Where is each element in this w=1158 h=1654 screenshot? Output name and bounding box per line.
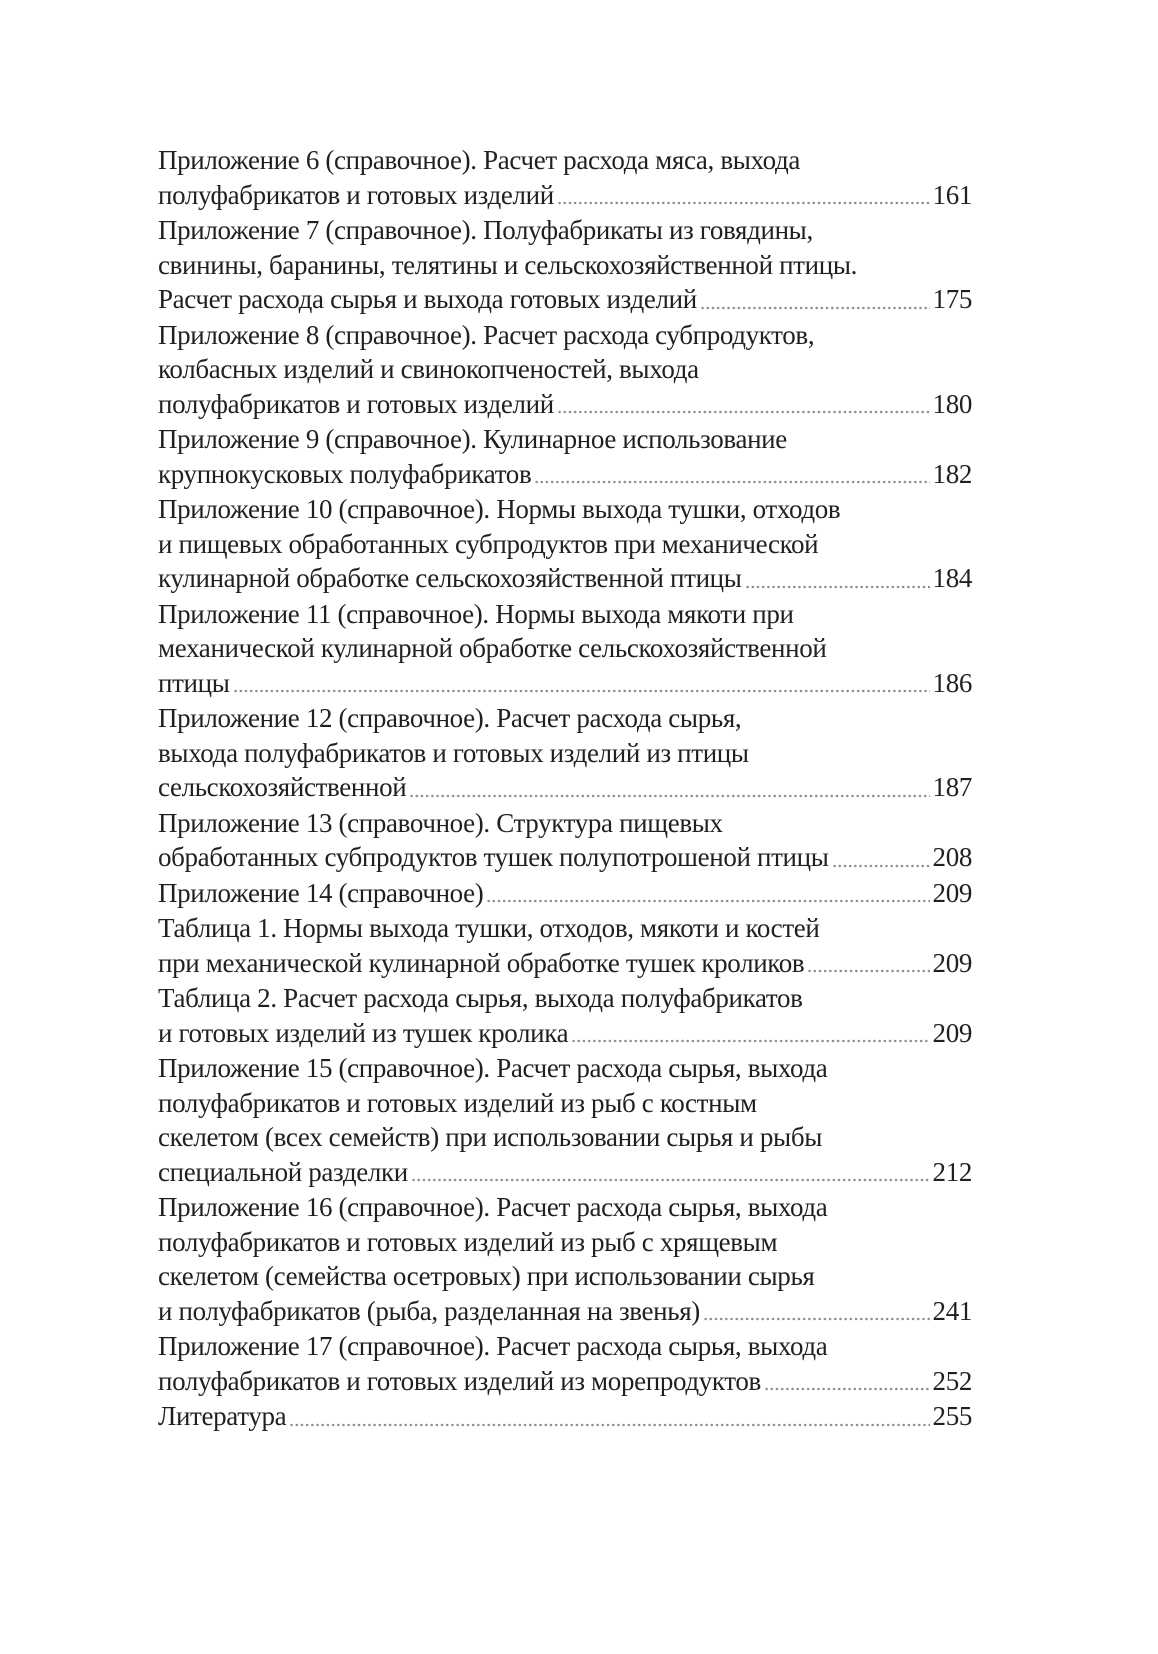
toc-entry-title-line: и пищевых обработанных субпродуктов при механической bbox=[158, 528, 819, 559]
toc-entry-title-line: кулинарной обработке сельскохозяйственной птицы bbox=[158, 563, 742, 593]
page-number: 180 bbox=[932, 388, 972, 419]
toc-entry-last-line bbox=[158, 457, 972, 492]
toc-entry[interactable] bbox=[158, 701, 972, 805]
toc-entry-title-line: Приложение 8 (справочное). Расчет расхода субпродуктов, bbox=[158, 319, 815, 350]
toc-entry-last-line bbox=[158, 666, 972, 701]
toc-entry[interactable] bbox=[158, 597, 972, 701]
toc-entry-title-line: механической кулинарной обработке сельскохозяйственной bbox=[158, 633, 827, 663]
page-number: 186 bbox=[932, 667, 972, 698]
toc-entry-title-line: свинины, баранины, телятины и сельскохозяйственной птицы. bbox=[158, 249, 858, 280]
toc-entry-title-line: полуфабрикатов и готовых изделий из морепродуктов bbox=[158, 1365, 761, 1396]
toc-entry-title-line: Таблица 1. Нормы выхода тушки, отходов, мякоти и костей bbox=[158, 913, 820, 943]
toc-entry[interactable] bbox=[158, 1399, 972, 1434]
toc-entry-title-line: Приложение 15 (справочное). Расчет расхода сырья, выхода bbox=[158, 1053, 828, 1083]
toc-entry-title-line: выхода полуфабрикатов и готовых изделий из птицы bbox=[158, 737, 749, 768]
toc-entry-title-line: полуфабрикатов и готовых изделий bbox=[158, 179, 554, 210]
toc-entry-title-line: Приложение 16 (справочное). Расчет расхода сырья, выхода bbox=[158, 1192, 828, 1222]
toc-entry-title-line: Приложение 11 (справочное). Нормы выхода мякоти при bbox=[158, 598, 794, 629]
dot-leader bbox=[557, 201, 930, 205]
toc-entry-title-line: Приложение 9 (справочное). Кулинарное использование bbox=[158, 424, 787, 454]
toc-entry-last-line bbox=[158, 282, 972, 317]
dot-leader bbox=[832, 864, 930, 868]
toc-entry-title-line: колбасных изделий и свинокопченостей, выхода bbox=[158, 354, 699, 384]
toc-entry-last-line bbox=[158, 1294, 972, 1329]
toc-entry-last-line bbox=[158, 178, 972, 213]
toc-entry[interactable] bbox=[158, 1329, 972, 1398]
toc-entry-last-line bbox=[158, 1399, 972, 1434]
toc-entry-title-line: Приложение 6 (справочное). Расчет расхода мяса, выхода bbox=[158, 145, 801, 175]
toc-entry[interactable] bbox=[158, 492, 972, 596]
page-number: 209 bbox=[932, 877, 972, 908]
dot-leader bbox=[807, 969, 930, 973]
toc-entry-title-line: и готовых изделий из тушек кролика bbox=[158, 1017, 569, 1048]
toc-entry-title-line: Приложение 7 (справочное). Полуфабрикаты из говядины, bbox=[158, 215, 813, 245]
dot-leader bbox=[703, 1317, 930, 1321]
toc-entry[interactable] bbox=[158, 981, 972, 1050]
toc-entry-title-line: полуфабрикатов и готовых изделий из рыб с костным bbox=[158, 1087, 757, 1118]
toc-entry-title-line: сельскохозяйственной bbox=[158, 772, 407, 802]
toc-entry-title-line: Приложение 13 (справочное). Структура пищевых bbox=[158, 807, 723, 838]
page-number: 161 bbox=[932, 179, 972, 210]
dot-leader bbox=[764, 1387, 930, 1391]
toc-entry-title-line: специальной разделки bbox=[158, 1156, 408, 1187]
toc-entry-title-line: Расчет расхода сырья и выхода готовых изделий bbox=[158, 284, 697, 314]
table-of-contents bbox=[158, 143, 972, 1434]
toc-entry[interactable] bbox=[158, 911, 972, 980]
toc-entry[interactable] bbox=[158, 806, 972, 875]
dot-leader bbox=[700, 306, 930, 310]
toc-entry[interactable] bbox=[158, 318, 972, 422]
dot-leader bbox=[557, 410, 930, 414]
toc-entry-title-line: птицы bbox=[158, 667, 230, 698]
toc-entry-title-line: и полуфабрикатов (рыба, разделанная на звенья) bbox=[158, 1295, 700, 1326]
page-number: 208 bbox=[932, 842, 972, 872]
toc-entry-last-line bbox=[158, 1364, 972, 1399]
toc-entry-last-line bbox=[158, 387, 972, 422]
page-number: 175 bbox=[932, 284, 972, 314]
toc-entry-title-line: полуфабрикатов и готовых изделий из рыб с хрящевым bbox=[158, 1226, 778, 1257]
toc-entry-title-line: Приложение 17 (справочное). Расчет расхода сырья, выхода bbox=[158, 1331, 828, 1361]
dot-leader bbox=[411, 1178, 930, 1182]
page-number: 209 bbox=[932, 947, 972, 978]
toc-entry[interactable] bbox=[158, 143, 972, 212]
toc-entry-title-line: Приложение 12 (справочное). Расчет расхода сырья, bbox=[158, 703, 742, 733]
toc-entry-title-line: скелетом (всех семейств) при использовании сырья и рыбы bbox=[158, 1122, 823, 1152]
toc-entry-last-line bbox=[158, 946, 972, 981]
toc-entry-title-line: Приложение 14 (справочное) bbox=[158, 877, 484, 908]
page-number: 187 bbox=[932, 772, 972, 802]
toc-entry[interactable] bbox=[158, 1051, 972, 1189]
dot-leader bbox=[534, 480, 930, 484]
toc-entry-last-line bbox=[158, 876, 972, 911]
dot-leader bbox=[409, 794, 930, 798]
toc-entry-title-line: при механической кулинарной обработке тушек кроликов bbox=[158, 947, 805, 978]
toc-entry-title-line: крупнокусковых полуфабрикатов bbox=[158, 458, 532, 489]
toc-entry-title-line: полуфабрикатов и готовых изделий bbox=[158, 388, 554, 419]
toc-entry-last-line bbox=[158, 1155, 972, 1190]
toc-entry-last-line bbox=[158, 561, 972, 596]
page-number: 212 bbox=[932, 1156, 972, 1187]
toc-entry[interactable] bbox=[158, 876, 972, 911]
toc-entry-title-line: обработанных субпродуктов тушек полупотрошеной птицы bbox=[158, 842, 829, 872]
page-number: 209 bbox=[932, 1017, 972, 1048]
page-number: 252 bbox=[932, 1365, 972, 1396]
page-number: 182 bbox=[932, 458, 972, 489]
toc-entry-title-line: Литература bbox=[158, 1401, 287, 1431]
dot-leader bbox=[571, 1039, 930, 1043]
toc-entry[interactable] bbox=[158, 213, 972, 317]
dot-leader bbox=[486, 899, 930, 903]
toc-entry-last-line bbox=[158, 770, 972, 805]
dot-leader bbox=[289, 1423, 930, 1427]
dot-leader bbox=[745, 585, 930, 589]
page-number: 255 bbox=[932, 1401, 972, 1431]
page-number: 184 bbox=[932, 563, 972, 593]
page-number: 241 bbox=[932, 1295, 972, 1326]
toc-entry[interactable] bbox=[158, 422, 972, 491]
toc-entry-title-line: Таблица 2. Расчет расхода сырья, выхода полуфабрикатов bbox=[158, 983, 803, 1013]
toc-entry-title-line: скелетом (семейства осетровых) при использовании сырья bbox=[158, 1261, 815, 1291]
toc-entry[interactable] bbox=[158, 1190, 972, 1328]
toc-entry-last-line bbox=[158, 1016, 972, 1051]
toc-entry-title-line: Приложение 10 (справочное). Нормы выхода тушки, отходов bbox=[158, 494, 841, 524]
dot-leader bbox=[233, 689, 930, 693]
toc-entry-last-line bbox=[158, 840, 972, 875]
